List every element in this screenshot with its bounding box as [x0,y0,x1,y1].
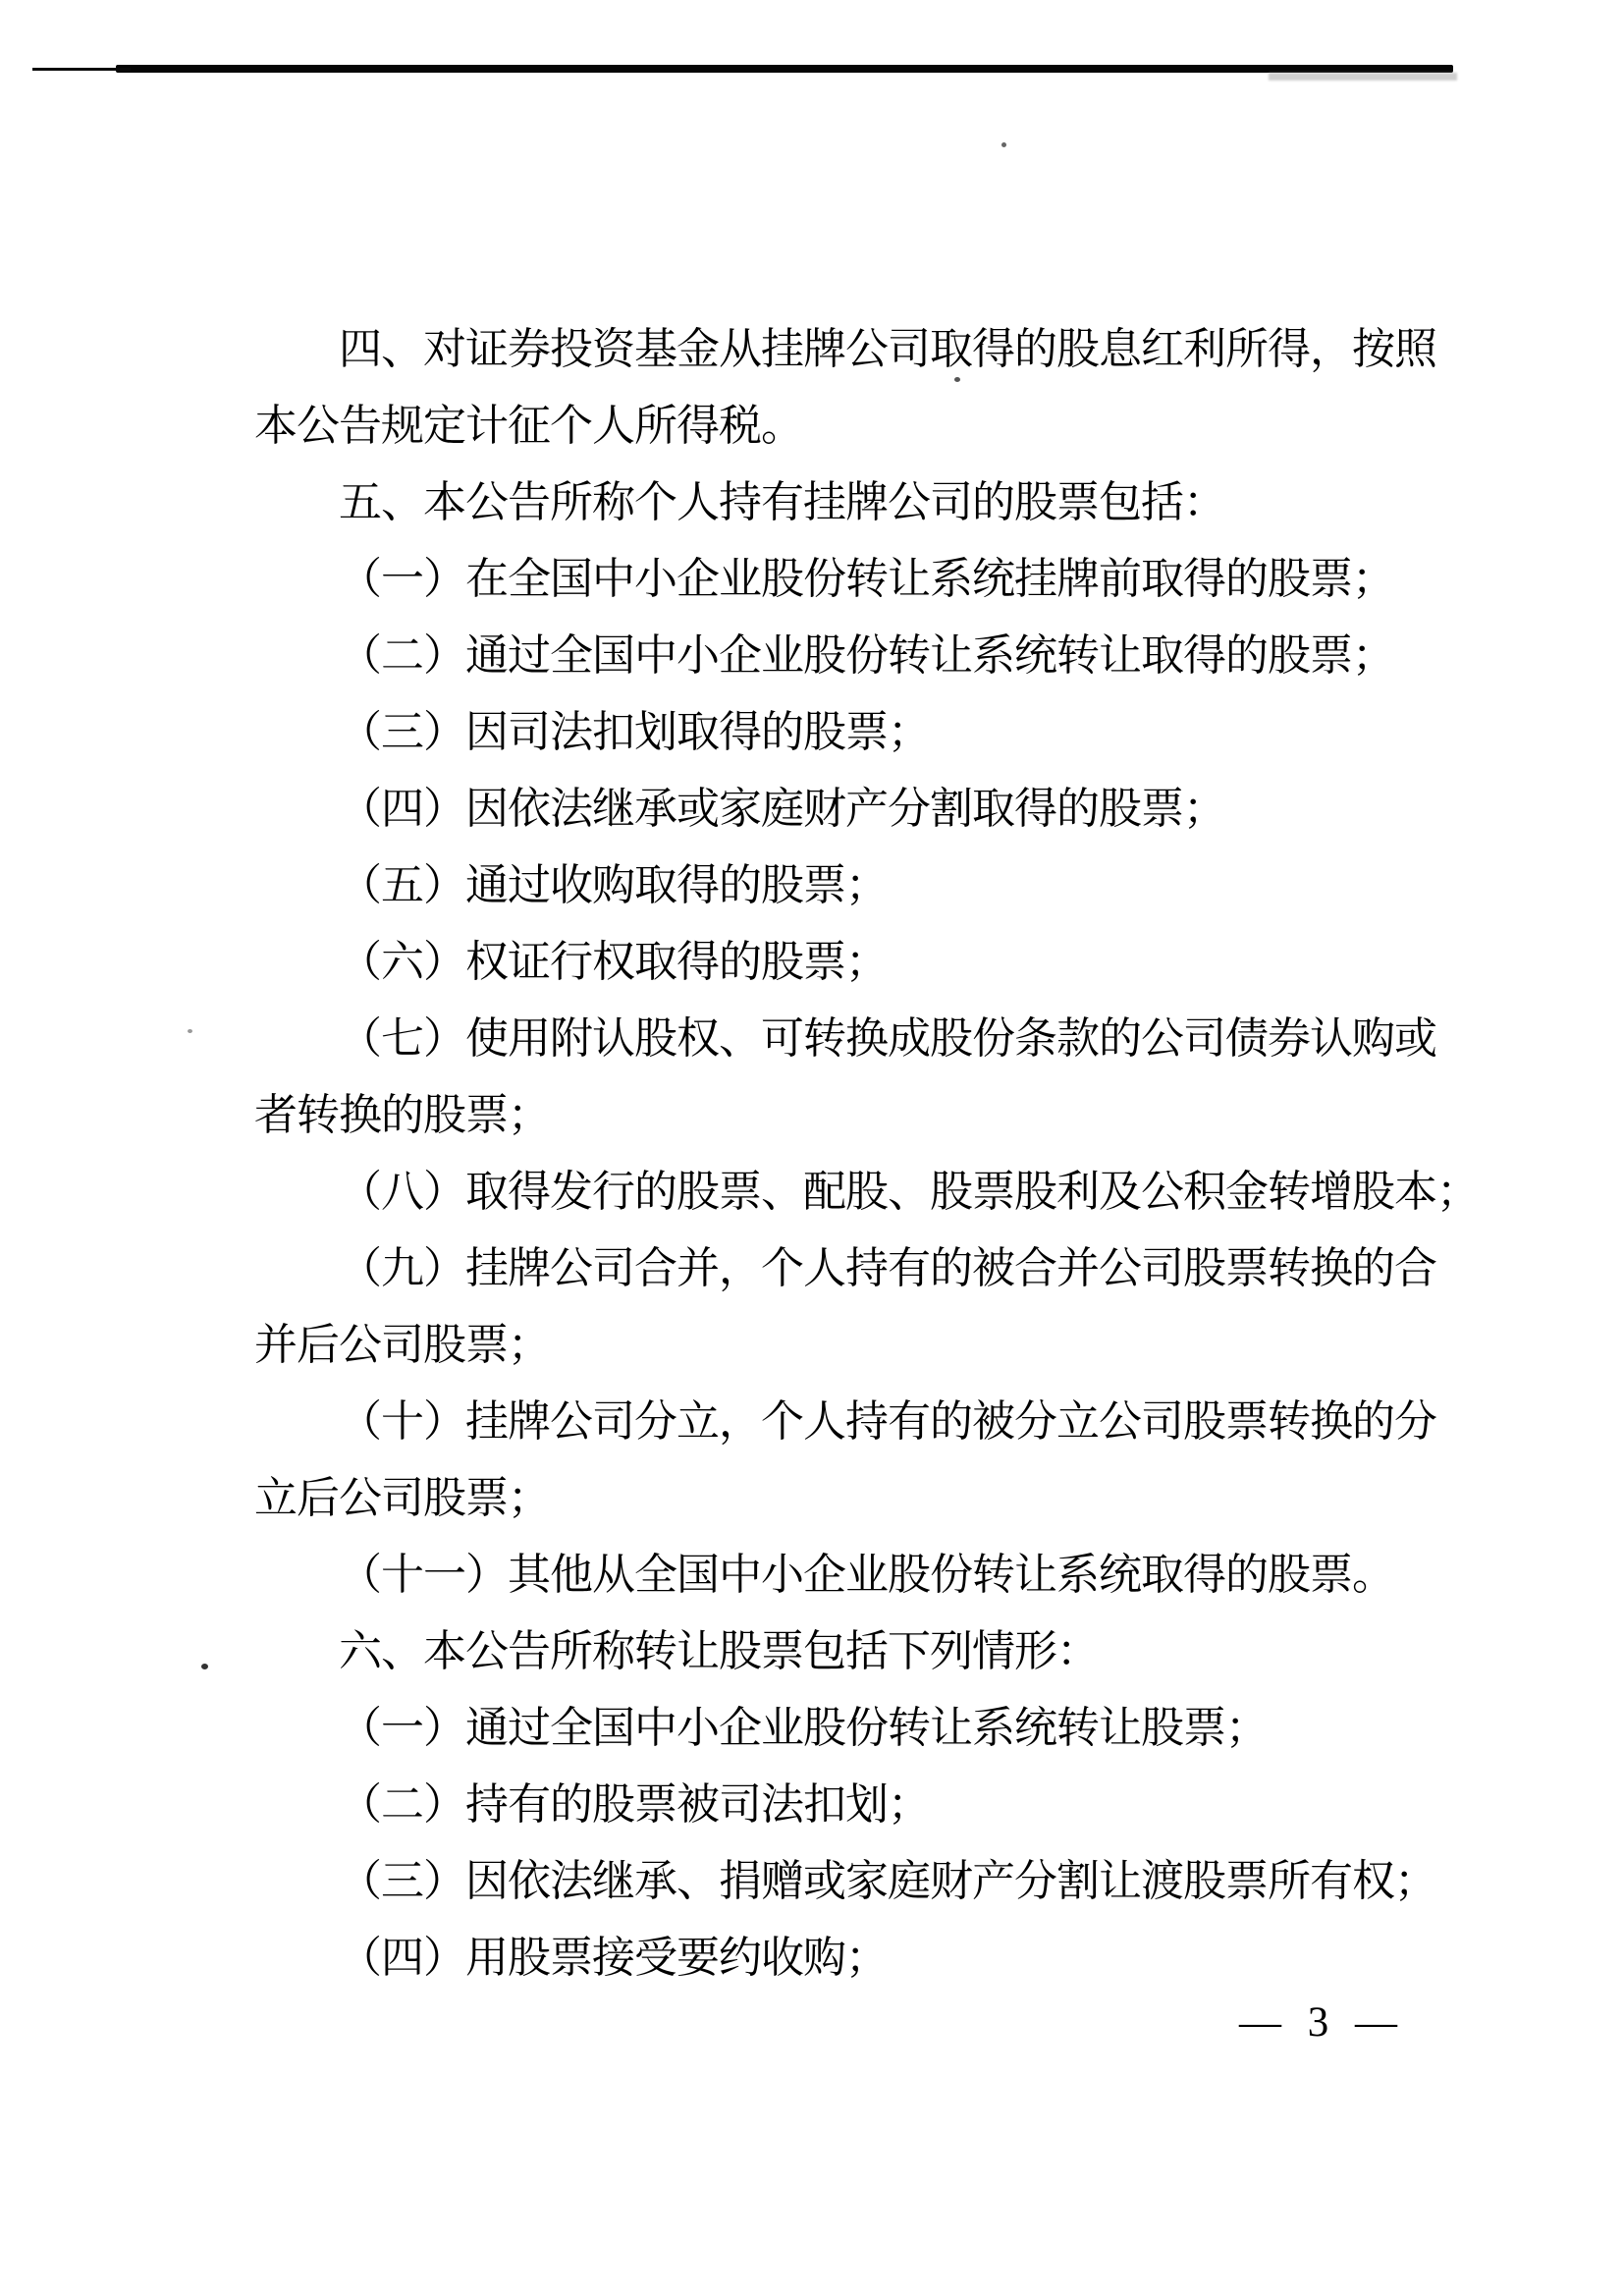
text-line: （七）使用附认股权、可转换成股份条款的公司债券认购或 [339,1014,1436,1063]
text-line: （八）取得发行的股票、配股、股票股利及公积金转增股本； [339,1168,1479,1216]
scan-speck [201,1664,208,1669]
text-line: （二）持有的股票被司法扣划； [339,1780,930,1829]
text-line: 四、对证券投资基金从挂牌公司取得的股息红利所得，按照 [339,325,1436,373]
top-rule-left-segment [32,68,131,71]
text-line: （三）因依法继承、捐赠或家庭财产分割让渡股票所有权； [339,1857,1436,1905]
top-rule [116,65,1453,73]
text-line: （九）挂牌公司合并，个人持有的被合并公司股票转换的合 [339,1244,1436,1292]
page-number: — 3 — [1239,1999,1405,2046]
scan-smudge [1269,73,1457,81]
text-line: （三）因司法扣划取得的股票； [339,708,930,756]
text-line: （二）通过全国中小企业股份转让系统转让取得的股票； [339,631,1394,680]
text-line: （十）挂牌公司分立，个人持有的被分立公司股票转换的分 [339,1397,1436,1446]
scan-speck [1001,142,1006,147]
text-line: 本公告规定计征个人所得税。 [254,402,803,450]
text-line: （四）因依法继承或家庭财产分割取得的股票； [339,785,1225,833]
text-line: （一）通过全国中小企业股份转让系统转让股票； [339,1704,1268,1752]
scan-speck [188,1029,192,1033]
text-line: 并后公司股票； [254,1321,550,1369]
text-line: 立后公司股票； [254,1474,550,1522]
text-line: （一）在全国中小企业股份转让系统挂牌前取得的股票； [339,555,1394,603]
text-line: 者转换的股票； [254,1091,550,1139]
text-line: （六）权证行权取得的股票； [339,938,888,986]
text-line: 六、本公告所称转让股票包括下列情形： [339,1627,1099,1675]
text-line: （四）用股票接受要约收购； [339,1934,888,1982]
text-line: （五）通过收购取得的股票； [339,861,888,909]
text-line: 五、本公告所称个人持有挂牌公司的股票包括： [339,478,1225,526]
text-line: （十一）其他从全国中小企业股份转让系统取得的股票。 [339,1551,1394,1599]
